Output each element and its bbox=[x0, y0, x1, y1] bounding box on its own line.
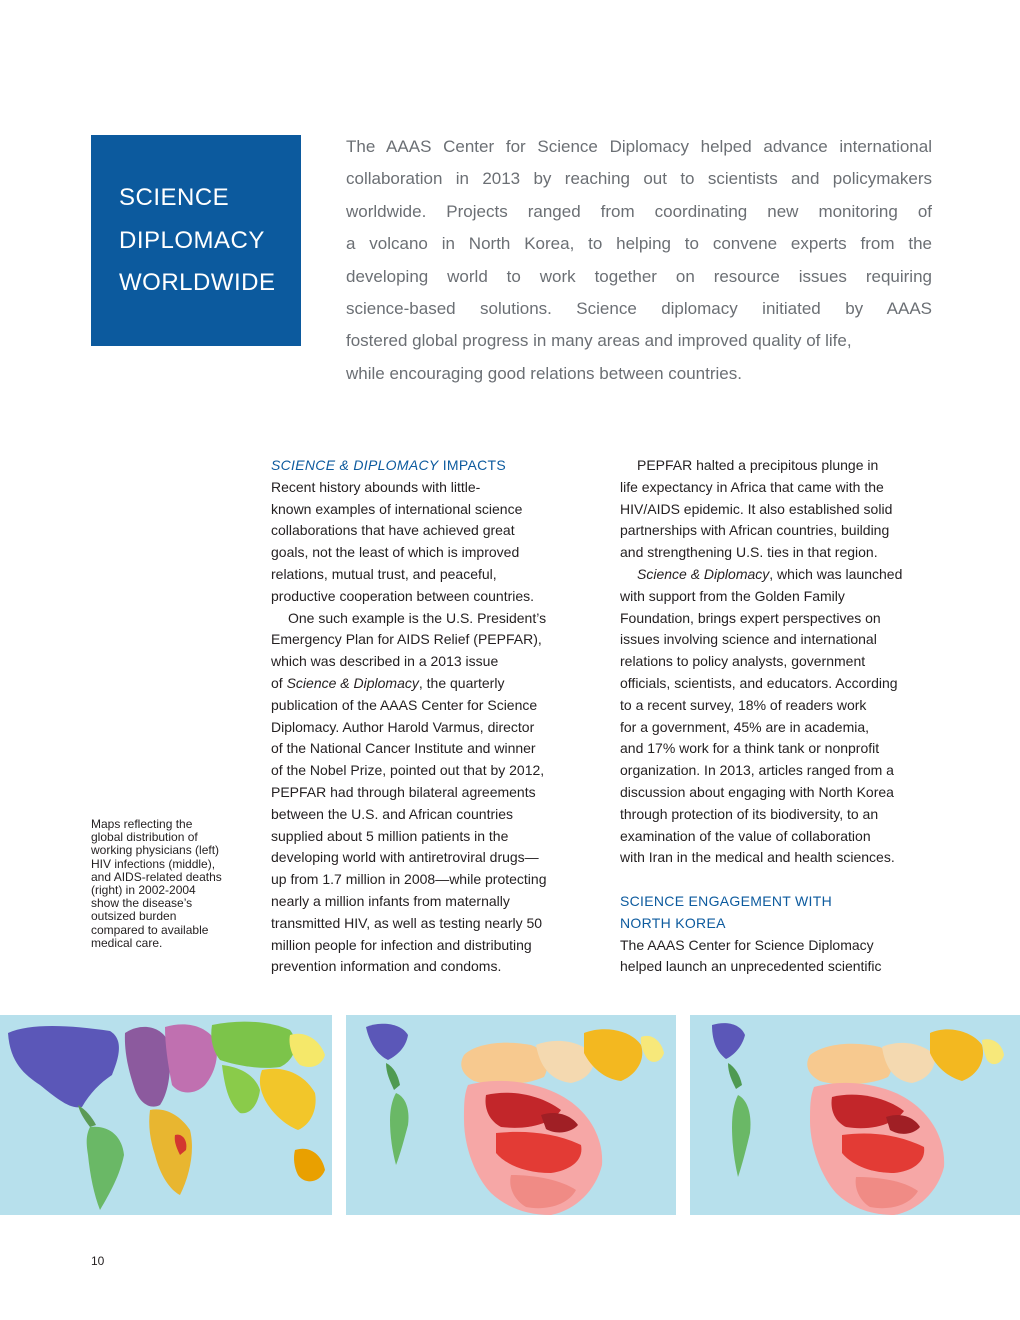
article-column-2 bbox=[620, 455, 940, 978]
body-line: supplied about 5 million patients in the bbox=[271, 827, 509, 844]
body-line: Recent history abounds with little- bbox=[271, 478, 481, 495]
publication-name: Science & Diplomacy bbox=[637, 565, 770, 582]
intro-line: collaboration in 2013 by reaching out to scientists and policymakers bbox=[346, 169, 932, 189]
body-line: transmitted HIV, as well as testing nearly 50 bbox=[271, 914, 543, 931]
caption-line: compared to available bbox=[91, 922, 209, 937]
title-line-3: WORLDWIDE bbox=[119, 269, 276, 296]
body-line: nearly a million infants from maternally bbox=[271, 892, 510, 909]
body-line: to a recent survey, 18% of readers work bbox=[620, 696, 867, 713]
body-line: organization. In 2013, articles ranged from a bbox=[620, 762, 894, 779]
body-line: officials, scientists, and educators. According bbox=[620, 674, 898, 691]
intro-line: a volcano in North Korea, to helping to convene experts from the bbox=[346, 234, 932, 254]
hiv-infections-map bbox=[346, 1015, 676, 1215]
caption-line: global distribution of bbox=[91, 830, 198, 845]
section-heading-north-korea: SCIENCE ENGAGEMENT WITH bbox=[620, 892, 832, 909]
caption-line: working physicians (left) bbox=[91, 843, 220, 858]
working-physicians-map bbox=[0, 1015, 332, 1215]
title-line-1: SCIENCE bbox=[119, 184, 230, 211]
page-number: 10 bbox=[91, 1254, 105, 1268]
body-line: Diplomacy. Author Harold Varmus, director bbox=[271, 718, 535, 735]
body-line: developing world with antiretroviral drugs— bbox=[271, 849, 539, 866]
body-line: known examples of international science bbox=[271, 500, 523, 517]
body-line: discussion about engaging with North Korea bbox=[620, 783, 894, 800]
caption-line: outsized burden bbox=[91, 909, 177, 924]
intro-line: developing world to work together on resource issues requiring bbox=[346, 266, 932, 286]
body-line: goals, not the least of which is improved bbox=[271, 544, 520, 561]
body-line: and strengthening U.S. ties in that region. bbox=[620, 544, 878, 561]
caption-line: HIV infections (middle), bbox=[91, 856, 216, 871]
intro-line: The AAAS Center for Science Diplomacy helped advance international bbox=[346, 137, 932, 156]
body-line: issues involving science and international bbox=[620, 631, 877, 648]
intro-line: fostered global progress in many areas and improved quality of life, bbox=[346, 331, 852, 351]
body-line: which was described in a 2013 issue bbox=[271, 653, 499, 670]
body-line: Emergency Plan for AIDS Relief (PEPFAR), bbox=[271, 631, 542, 648]
body-line: HIV/AIDS epidemic. It also established solid bbox=[620, 500, 893, 517]
section-heading-impacts: SCIENCE & DIPLOMACY IMPACTS bbox=[271, 457, 506, 473]
body-line: with Iran in the medical and health sciences. bbox=[620, 849, 895, 866]
intro-line: while encouraging good relations between countries. bbox=[346, 363, 742, 383]
section-heading-north-korea-2: NORTH KOREA bbox=[620, 914, 726, 931]
body-line: prevention information and condoms. bbox=[271, 958, 502, 975]
body-line: helped launch an unprecedented scientific bbox=[620, 958, 882, 975]
body-line: million people for infection and distributing bbox=[271, 936, 532, 953]
aids-deaths-map bbox=[690, 1015, 1020, 1215]
intro-paragraph bbox=[346, 131, 932, 390]
body-line: relations to policy analysts, government bbox=[620, 653, 866, 670]
body-line: One such example is the U.S. President’s bbox=[288, 609, 547, 626]
body-line: with support from the Golden Family bbox=[620, 587, 845, 604]
title-line-2: DIPLOMACY bbox=[119, 227, 265, 254]
intro-line: science-based solutions. Science diplomacy initiated by AAAS bbox=[346, 298, 932, 318]
body-line: of the Nobel Prize, pointed out that by 2012, bbox=[271, 762, 545, 779]
body-line: up from 1.7 million in 2008—while protecting bbox=[271, 871, 547, 888]
spacer bbox=[620, 869, 940, 891]
body-line: collaborations that have achieved great bbox=[271, 522, 515, 539]
caption-line: and AIDS-related deaths bbox=[91, 869, 222, 884]
body-line: of Science & Diplomacy, the quarterly bbox=[271, 674, 505, 691]
caption-line: Maps reflecting the bbox=[91, 817, 193, 831]
body-line: The AAAS Center for Science Diplomacy bbox=[620, 936, 874, 953]
body-line: relations, mutual trust, and peaceful, bbox=[271, 565, 497, 582]
body-line: PEPFAR halted a precipitous plunge in bbox=[637, 457, 879, 473]
body-line: Science & Diplomacy, which was launched bbox=[637, 565, 903, 582]
body-line: partnerships with African countries, building bbox=[620, 522, 890, 539]
body-line: productive cooperation between countries. bbox=[271, 587, 535, 604]
caption-line: medical care. bbox=[91, 935, 163, 950]
body-line: for a government, 45% are in academia, bbox=[620, 718, 870, 735]
body-line: and 17% work for a think tank or nonprofit bbox=[620, 740, 880, 757]
intro-line: worldwide. Projects ranged from coordinating new monitoring of bbox=[346, 201, 932, 221]
publication-name: Science & Diplomacy bbox=[286, 674, 419, 691]
body-line: Foundation, brings expert perspectives on bbox=[620, 609, 881, 626]
body-line: PEPFAR had through bilateral agreements bbox=[271, 783, 536, 800]
body-line: examination of the value of collaboration bbox=[620, 827, 871, 844]
body-line: of the National Cancer Institute and winner bbox=[271, 740, 536, 757]
caption-line: show the disease’s bbox=[91, 896, 193, 911]
body-line: between the U.S. and African countries bbox=[271, 805, 514, 822]
map-caption bbox=[91, 818, 271, 950]
article-column-1 bbox=[271, 455, 591, 978]
body-line: life expectancy in Africa that came with the bbox=[620, 478, 884, 495]
caption-line: (right) in 2002-2004 bbox=[91, 883, 196, 898]
section-title-box bbox=[91, 135, 301, 346]
body-line: through protection of its biodiversity, to an bbox=[620, 805, 879, 822]
body-line: publication of the AAAS Center for Science bbox=[271, 696, 538, 713]
